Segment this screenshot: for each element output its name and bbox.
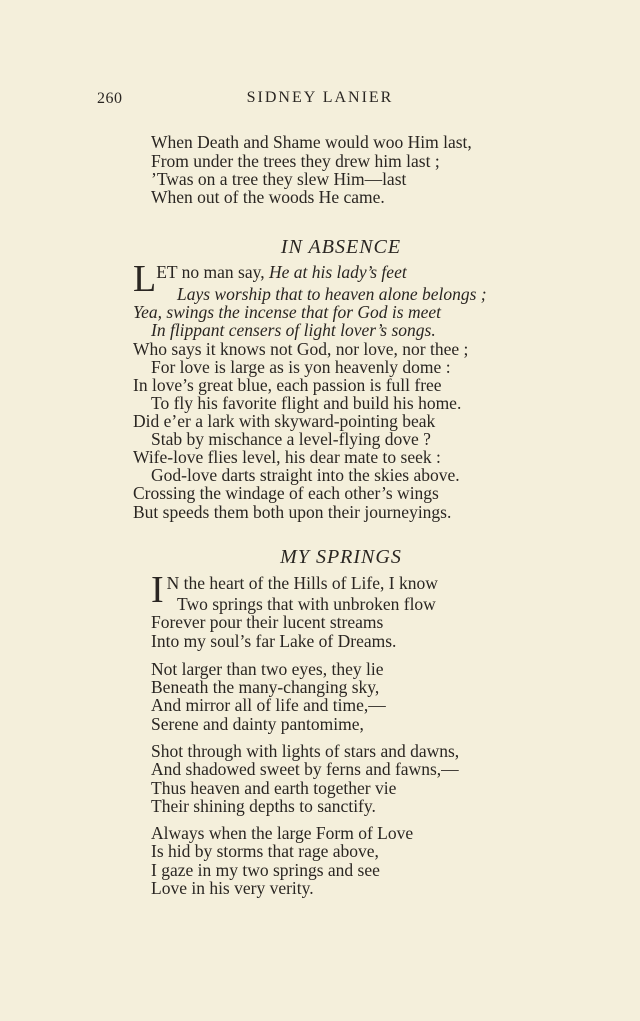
poem-line: Is hid by storms that rage above, <box>151 841 379 861</box>
running-title: SIDNEY LANIER <box>246 89 394 106</box>
poem-line: From under the trees they drew him last ; <box>151 151 440 171</box>
poem-line: When Death and Shame would woo Him last, <box>151 132 472 152</box>
poem-line: Love in his very verity. <box>151 878 314 898</box>
poem-line: Serene and dainty pantomime, <box>151 714 364 734</box>
first-line: N the heart of the Hills of Life, I know <box>166 573 438 593</box>
poem-line: In flippant censers of light lover’s songs. <box>151 320 436 340</box>
poem-line: Did e’er a lark with skyward-pointing beak <box>133 411 436 431</box>
poem-line: Into my soul’s far Lake of Dreams. <box>151 631 397 651</box>
poem-line: And shadowed sweet by ferns and fawns,— <box>151 759 459 779</box>
poem-line: Shot through with lights of stars and dawns, <box>151 741 460 761</box>
poem-line: For love is large as is yon heavenly dome : <box>151 357 451 377</box>
poem-line: God-love darts straight into the skies above. <box>151 465 460 485</box>
poem-line: Who says it knows not God, nor love, nor thee ; <box>133 339 469 359</box>
poem-line: Not larger than two eyes, they lie <box>151 659 384 679</box>
dropcap: I <box>151 569 164 611</box>
page-number: 260 <box>97 90 123 107</box>
poem-line: Always when the large Form of Love <box>151 823 414 843</box>
poem-line: Yea, swings the incense that for God is meet <box>133 302 442 322</box>
poem-line: Forever pour their lucent streams <box>151 612 384 632</box>
poem-line: In love’s great blue, each passion is full free <box>133 375 442 395</box>
first-line-plain: ET no man say, <box>156 262 269 282</box>
poem-line: Their shining depths to sanctify. <box>151 796 376 816</box>
poem-line: Lays worship that to heaven alone belongs ; <box>177 284 487 304</box>
poem-line: I gaze in my two springs and see <box>151 860 380 880</box>
poem-line: Crossing the windage of each other’s wings <box>133 483 439 503</box>
poem-line: ’Twas on a tree they slew Him—last <box>151 169 407 189</box>
first-line-italic: He at his lady’s feet <box>268 262 407 282</box>
poem-title-in-absence: IN ABSENCE <box>280 236 402 258</box>
poem-title-my-springs: MY SPRINGS <box>280 546 402 568</box>
poem-line: But speeds them both upon their journeyings. <box>133 502 452 522</box>
dropcap: L <box>133 258 157 300</box>
poem-line: Wife-love flies level, his dear mate to seek : <box>133 447 441 467</box>
poem-line: Thus heaven and earth together vie <box>151 778 397 798</box>
poem-line: Two springs that with unbroken flow <box>177 594 436 614</box>
poem-line: And mirror all of life and time,— <box>151 695 386 715</box>
poem-line: When out of the woods He came. <box>151 187 385 207</box>
poem-line: Beneath the many-changing sky, <box>151 677 380 697</box>
poem-line: To fly his favorite flight and build his home. <box>151 393 462 413</box>
poem-line: Stab by mischance a level-flying dove ? <box>151 429 431 449</box>
